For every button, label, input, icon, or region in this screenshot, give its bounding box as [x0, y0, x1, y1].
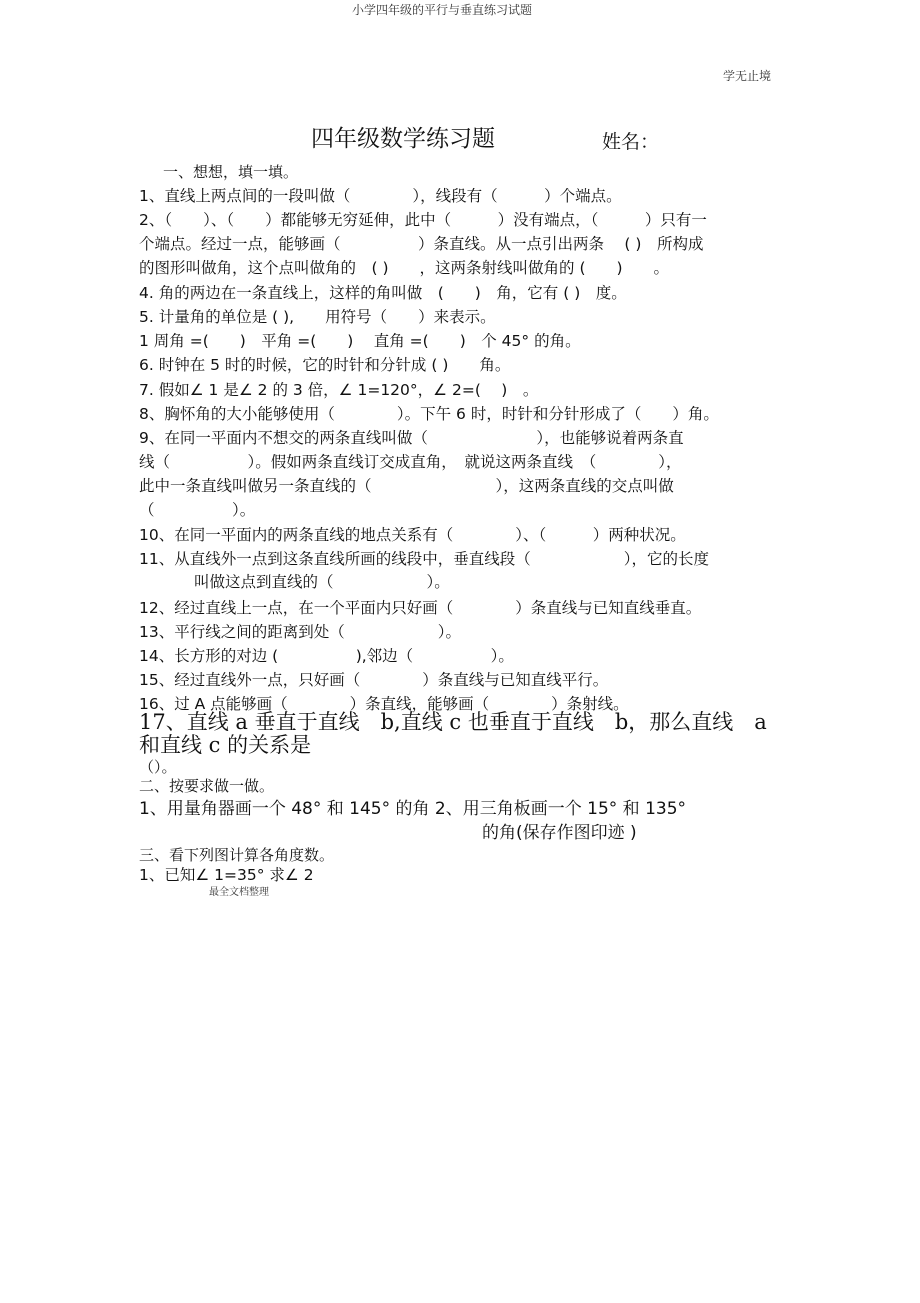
question-line: 个端点。经过一点，能够画（ ）条直线。从一点引出两条 ( ) 所构成: [139, 235, 704, 253]
name-label: 姓名：: [602, 131, 660, 153]
question-line: 7. 假如∠ 1 是∠ 2 的 3 倍，∠ 1=120°，∠ 2=( ) 。: [139, 381, 539, 399]
question-line: 15、经过直线外一点，只好画（ ）条直线与已知直线平行。: [139, 671, 609, 689]
section-2-line-2: 的角(保存作图印迹 ): [482, 823, 637, 843]
question-line: 1 周角 =( ) 平角 =( ) 直角 =( ) 个 45° 的角。: [139, 332, 581, 350]
question-line: 4. 角的两边在一条直线上，这样的角叫做 ( ) 角，它有 ( ) 度。: [139, 284, 627, 302]
question-line: 1、直线上两点间的一段叫做（ ），线段有（ ）个端点。: [139, 187, 622, 205]
question-17-line-1: 17、直线 a 垂直于直线 b,直线 c 也垂直于直线 b，那么直线 a: [139, 710, 767, 734]
footer-note: 最全文档整理: [209, 887, 269, 898]
section-1-heading: 一、想想，填一填。: [163, 163, 299, 181]
question-line: 14、长方形的对边 ( ),邻边（ ）。: [139, 647, 514, 665]
question-line: 9、在同一平面内不想交的两条直线叫做（ ），也能够说着两条直: [139, 429, 684, 447]
motto: 学无止境: [723, 69, 772, 83]
section-2-line-1: 1、用量角器画一个 48° 和 145° 的角 2、用三角板画一个 15° 和 135°: [139, 799, 687, 819]
question-line: 2、（ ）、（ ）都能够无穷延伸，此中（ ）没有端点，（ ）只有一: [139, 211, 707, 229]
question-line: 叫做这点到直线的（ ）。: [194, 573, 450, 591]
question-line: 的图形叫做角，这个点叫做角的 ( ) ，这两条射线叫做角的 ( ) 。: [139, 259, 670, 277]
section-2-heading: 二、按要求做一做。: [139, 777, 275, 795]
question-line: 5. 计量角的单位是 ( ), 用符号（ ）来表示。: [139, 308, 496, 326]
question-line: 12、经过直线上一点，在一个平面内只好画（ ）条直线与已知直线垂直。: [139, 599, 702, 617]
question-line: 线（ ）。假如两条直线订交成直角， 就说这两条直线 （ ），: [139, 453, 682, 471]
page-title: 四年级数学练习题: [311, 126, 495, 152]
document-title: 小学四年级的平行与垂直练习试题: [352, 3, 533, 17]
question-line: 16、过 A 点能够画（ ）条直线，能够画（ ）条射线。: [139, 695, 629, 713]
section-3-line-1: 1、已知∠ 1=35° 求∠ 2: [139, 866, 314, 884]
question-line: （ ）。: [139, 501, 256, 519]
question-line: 13、平行线之间的距离到处（ ）。: [139, 623, 461, 641]
question-line: 6. 时钟在 5 时的时候，它的时针和分针成 ( ) 角。: [139, 356, 511, 374]
section-3-heading: 三、看下列图计算各角度数。: [139, 846, 335, 864]
question-line: 11、从直线外一点到这条直线所画的线段中，垂直线段（ ），它的长度: [139, 550, 709, 568]
question-17-line-3: （）。: [139, 758, 177, 776]
question-line: 10、在同一平面内的两条直线的地点关系有（ ）、（ ）两种状况。: [139, 526, 686, 544]
question-line: 8、胸怀角的大小能够使用（ ）。下午 6 时，时针和分针形成了（ ）角。: [139, 405, 719, 423]
question-line: 此中一条直线叫做另一条直线的（ ），这两条直线的交点叫做: [139, 477, 674, 495]
question-17-line-2: 和直线 c 的关系是: [139, 733, 312, 757]
